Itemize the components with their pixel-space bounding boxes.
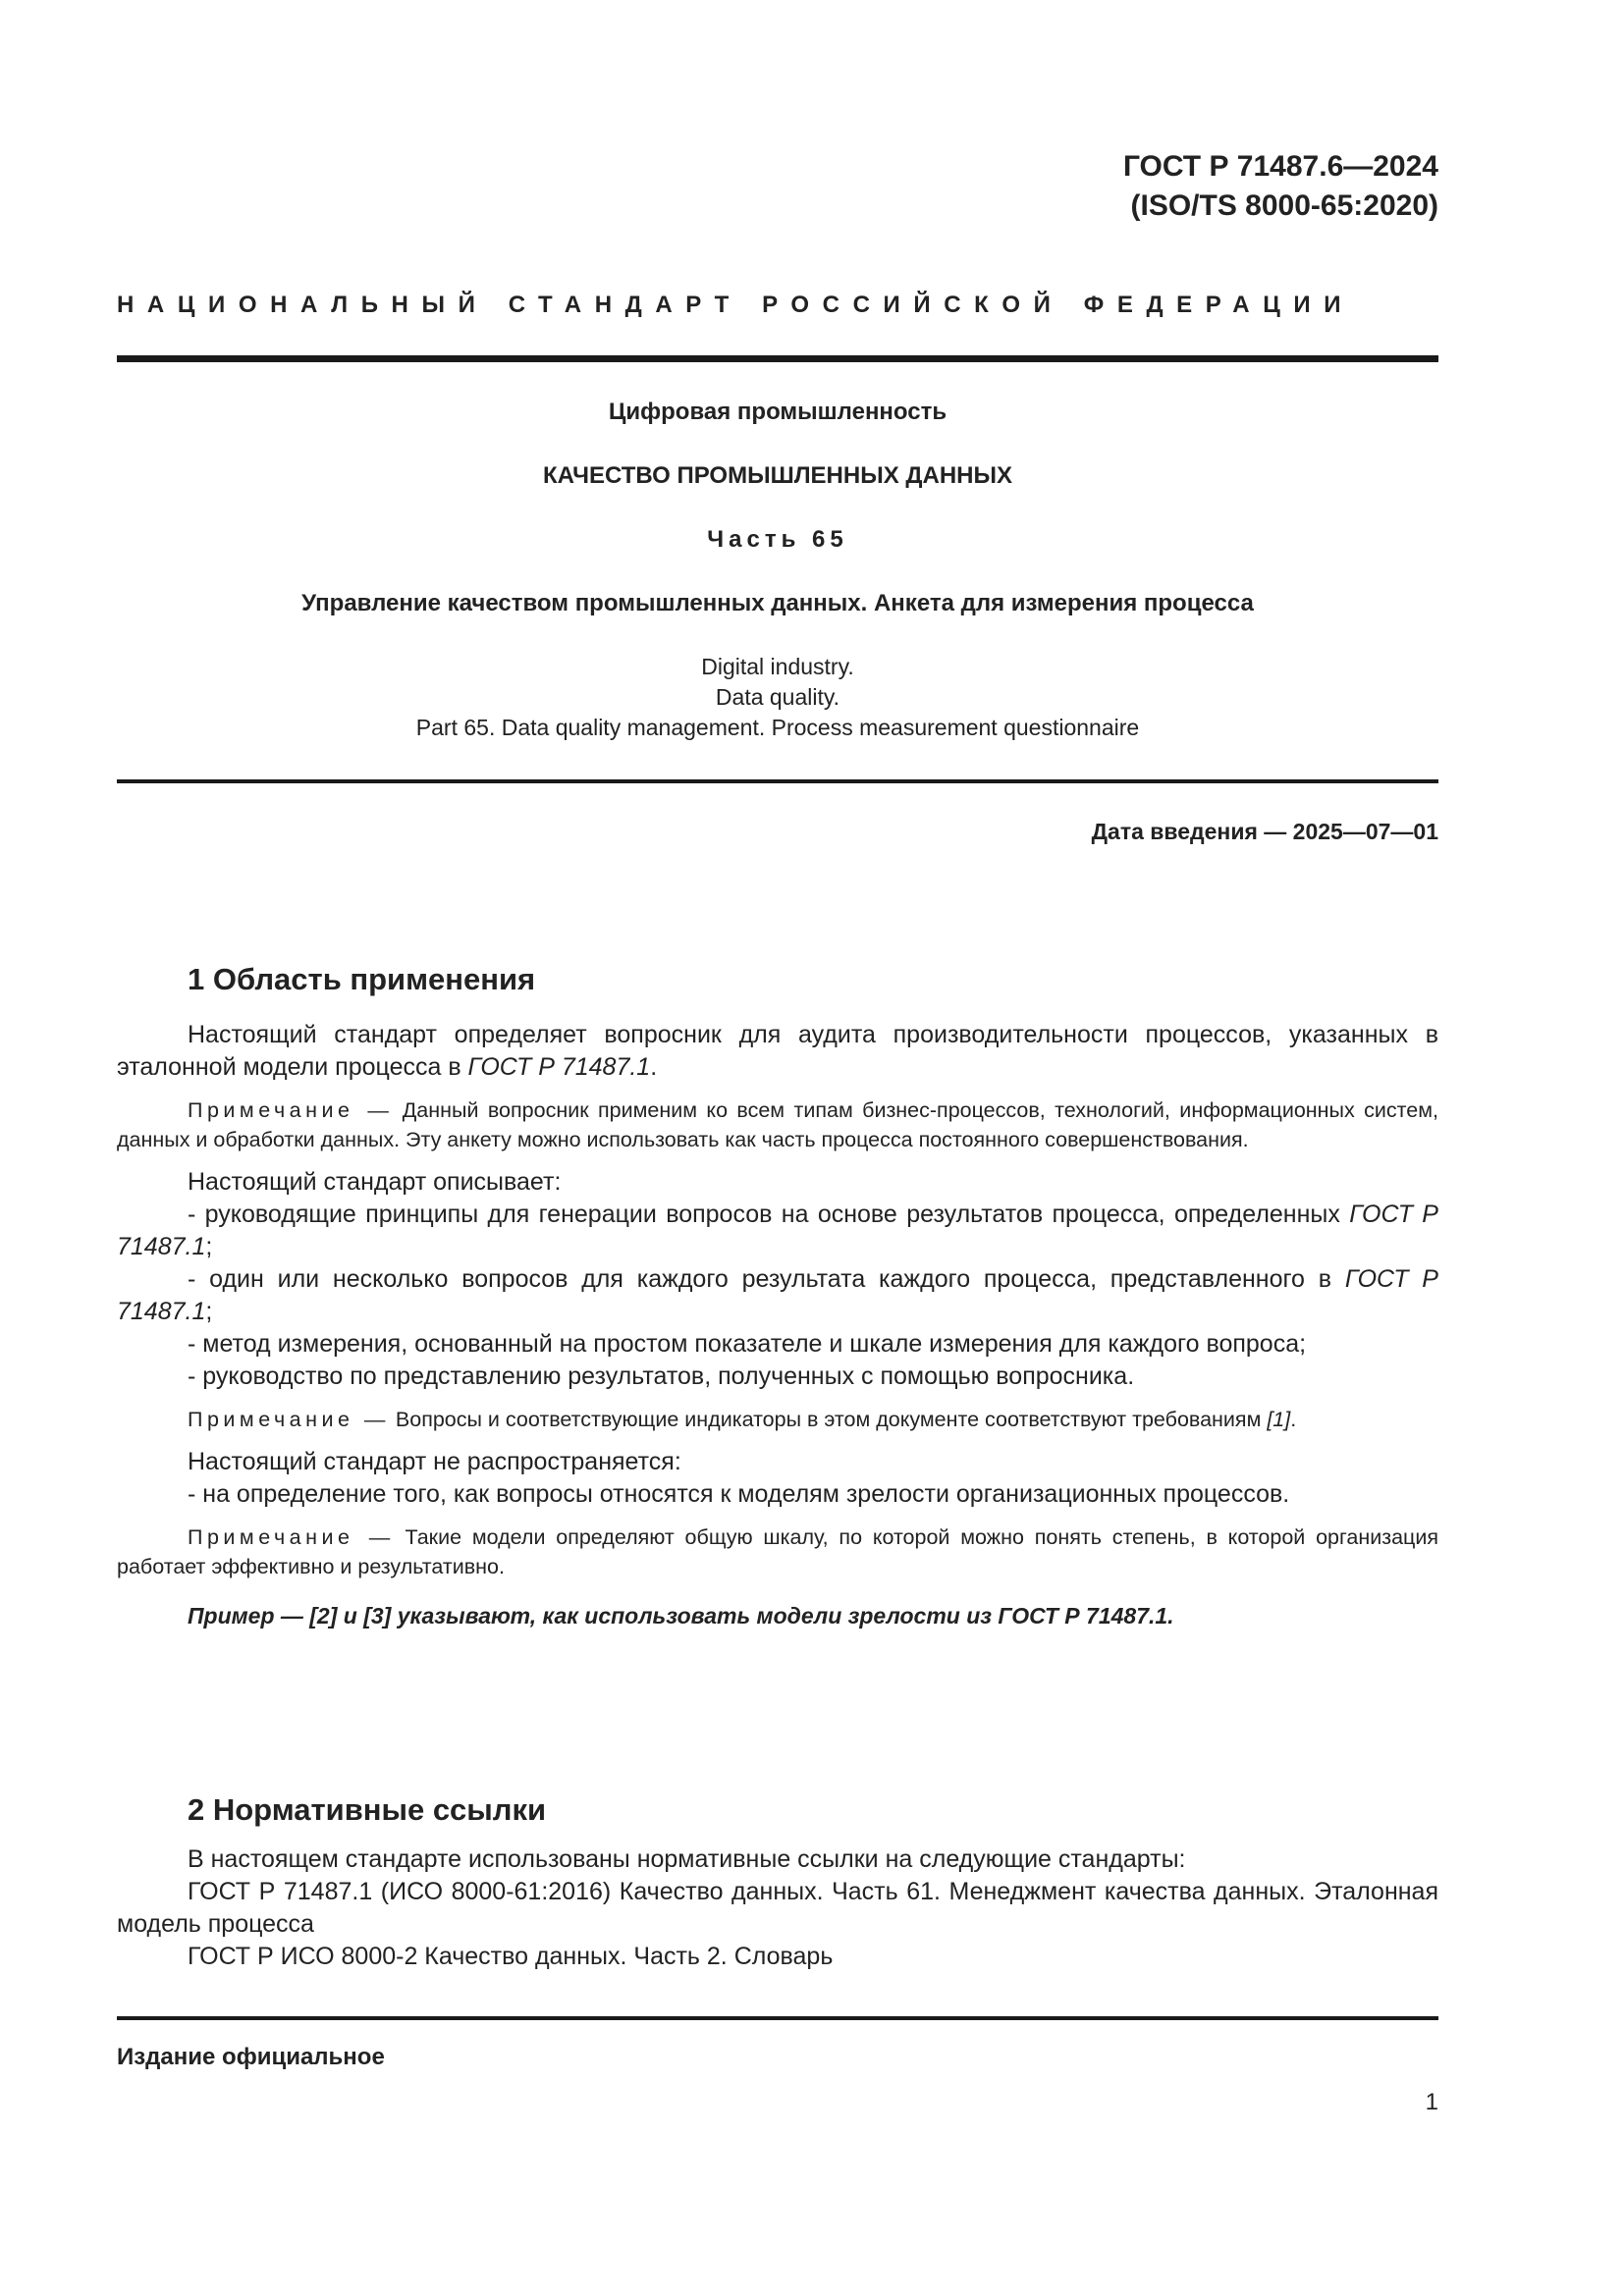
reference-gost-71487-1: ГОСТ Р 71487.1 (ИСО 8000-61:2016) Качество данных. Часть 61. Менеджмент качества данных. Эталонная модель процесса	[117, 1878, 1438, 1938]
not-apply-item: - на определение того, как вопросы относятся к моделям зрелости организационных процессов.	[188, 1480, 1290, 1508]
document-code-iso: (ISO/TS 8000-65:2020)	[1130, 189, 1438, 222]
national-standard-banner: НАЦИОНАЛЬНЫЙ СТАНДАРТ РОССИЙСКОЙ ФЕДЕРАЦИИ	[117, 292, 1355, 318]
title-field: Цифровая промышленность	[608, 399, 947, 425]
describes-intro: Настоящий стандарт описывает:	[188, 1168, 562, 1196]
not-apply-list	[117, 1446, 1438, 1511]
describes-item-1	[117, 1199, 1438, 1263]
describes-item-2	[117, 1263, 1438, 1328]
title-english-line3: Part 65. Data quality management. Process measurement questionnaire	[415, 715, 1140, 740]
section-normative-references	[117, 1792, 1438, 1973]
reference-gost-iso-8000-2: ГОСТ Р ИСО 8000-2 Качество данных. Часть 2. Словарь	[188, 1943, 834, 1970]
not-apply-intro: Настоящий стандарт не распространяется:	[188, 1448, 681, 1475]
references-intro: В настоящем стандарте использованы нормативные ссылки на следующие стандарты:	[188, 1845, 1186, 1873]
note-3-text: Такие модели определяют общую шкалу, по которой можно понять степень, в которой организация работает эффективно и результативно.	[117, 1525, 1439, 1578]
title-main: КАЧЕСТВО ПРОМЫШЛЕННЫХ ДАННЫХ	[543, 462, 1012, 489]
describes-item-1-end: ;	[205, 1233, 213, 1260]
scope-paragraph-end: .	[650, 1053, 658, 1081]
scope-paragraph-ref: ГОСТ Р 71487.1	[467, 1053, 651, 1081]
document-code	[1123, 147, 1438, 226]
describes-item-2-end: ;	[205, 1298, 213, 1325]
title-english-line2: Data quality.	[715, 684, 840, 710]
describes-item-2-text: - один или несколько вопросов для каждого результата каждого процесса, представленного в	[188, 1265, 1345, 1293]
document-code-gost: ГОСТ Р 71487.6—2024	[1122, 150, 1438, 183]
note-2-text: Вопросы и соответствующие индикаторы в этом документе соответствуют требованиям	[389, 1408, 1268, 1431]
introduction-date: Дата введения — 2025—07—01	[1091, 819, 1438, 844]
note-1-label: Примечание —	[188, 1098, 394, 1122]
describes-item-2-ref: ГОСТ Р 71487.1	[117, 1265, 1438, 1325]
describes-item-3: - метод измерения, основанный на простом показателе и шкале измерения для каждого вопроса;	[188, 1330, 1307, 1358]
describes-list	[117, 1166, 1438, 1393]
note-3-label: Примечание —	[188, 1525, 395, 1549]
header-divider	[117, 355, 1438, 362]
page-number: 1	[1425, 2089, 1438, 2115]
official-edition-label: Издание официальное	[117, 2044, 385, 2070]
title-subtitle: Управление качеством промышленных данных. Анкета для измерения процесса	[301, 590, 1254, 616]
scope-paragraph	[117, 1019, 1438, 1084]
scope-paragraph-text: Настоящий стандарт определяет вопросник для аудита производительности процессов, указанных в эталонной модели процесса в	[117, 1021, 1438, 1081]
note-3	[117, 1522, 1438, 1581]
note-2	[117, 1405, 1438, 1434]
describes-item-4: - руководство по представлению результатов, полученных с помощью вопросника.	[188, 1362, 1135, 1390]
example-text: Пример — [2] и [3] указывают, как использовать модели зрелости из ГОСТ Р 71487.1.	[188, 1603, 1174, 1629]
note-2-ref: [1]	[1267, 1408, 1291, 1431]
title-part: Часть 65	[707, 526, 848, 553]
describes-item-1-ref: ГОСТ Р 71487.1	[117, 1201, 1438, 1260]
describes-item-1-text: - руководящие принципы для генерации вопросов на основе результатов процесса, определенных	[188, 1201, 1350, 1228]
title-english-line1: Digital industry.	[701, 654, 854, 679]
note-1-text: Данный вопросник применим ко всем типам бизнес-процессов, технологий, информационных систем, данных и обработки данных. Эту анкету можно использовать как часть процесса постоянного совершенствования.	[117, 1098, 1438, 1151]
section-1-heading: 1 Область применения	[188, 962, 536, 996]
footer-divider	[117, 2016, 1438, 2020]
title-divider	[117, 779, 1438, 783]
note-2-end: .	[1290, 1408, 1297, 1431]
title-english	[117, 652, 1438, 743]
section-scope	[117, 962, 1438, 1629]
note-2-label: Примечание —	[188, 1408, 390, 1431]
note-1	[117, 1095, 1438, 1154]
section-2-heading: 2 Нормативные ссылки	[188, 1792, 547, 1827]
